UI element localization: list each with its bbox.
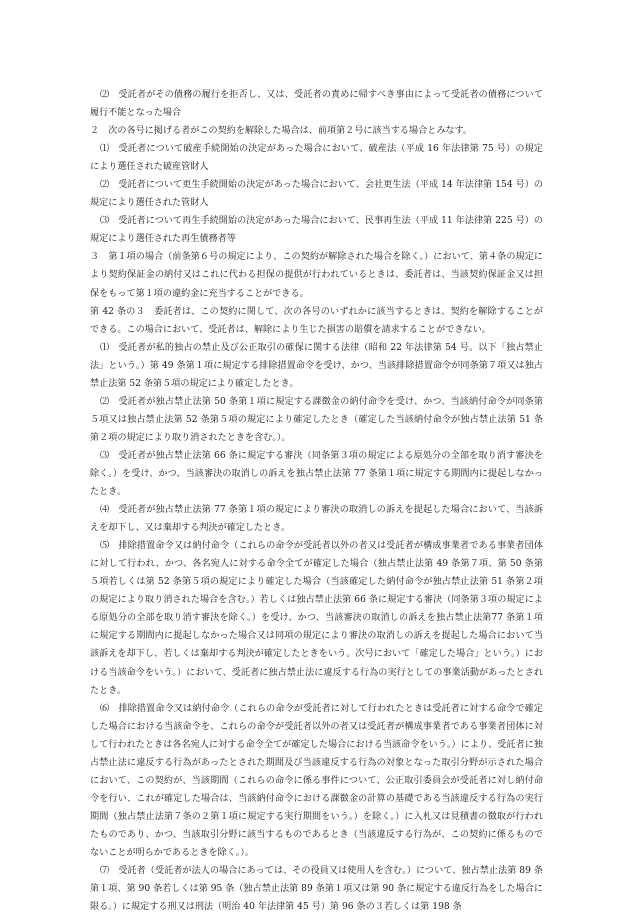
- document-page: [90, 86, 543, 916]
- paragraph-6: ３ 第１項の場合（前条第６号の規定により、この契約が解除された場合を除く。）において、第４条の規定により契約保証金の納付又はこれに代わる担保の提供が行われているときは、委託者は、当該契約保証金又は担保をもって第１項の違約金に充当することができる。: [90, 252, 543, 299]
- paragraph-7: 第 42 条の３ 委託者は、この契約に関して、次の各号のいずれかに該当するときは、契約を解除することができる。この場合において、受託者は、解除により生じた損害の賠償を請求することができない。: [90, 306, 543, 335]
- paragraph-1: ⑵ 受託者がその債務の履行を拒否し、又は、受託者の責めに帰すべき事由によって受託者の債務について履行不能となった場合: [90, 90, 543, 119]
- paragraph-8: ⑴ 受託者が私的独占の禁止及び公正取引の確保に関する法律（昭和 22 年法律第 54 号。以下「独占禁止法」という。）第 49 条第１項に規定する排除措置命令を受け、かつ、当該排除措置命令が同条第７項又は独占禁止法第 52 条第５項の規定により確定したとき。: [90, 342, 543, 389]
- paragraph-11: ⑷ 受託者が独占禁止法第 77 条第１項の規定により審決の取消しの訴えを提起した場合において、当該訴えを却下し、又は棄却する判決が確定したとき。: [90, 505, 543, 534]
- paragraph-3: ⑴ 受託者について破産手続開始の決定があった場合において、破産法（平成 16 年法律第 75 号）の規定により選任された破産管財人: [90, 144, 543, 173]
- paragraph-4: ⑵ 受託者について更生手続開始の決定があった場合において、会社更生法（平成 14 年法律第 154 号）の規定により選任された管財人: [90, 180, 543, 209]
- paragraph-9: ⑵ 受託者が独占禁止法第 50 条第１項に規定する課徴金の納付命令を受け、かつ、当該納付命令が同条第５項又は独占禁止法第 52 条第５項の規定により確定したとき（確定した当該納付命令が独占禁止法第 51 条第２項の規定により取り消されたときを含む。）。: [90, 396, 543, 443]
- paragraph-2: ２ 次の各号に掲げる者がこの契約を解除した場合は、前項第２号に該当する場合とみなす。: [90, 126, 473, 137]
- paragraph-13: ⑹ 排除措置命令又は納付命令（これらの命令が受託者に対して行われたときは受託者に対する命令で確定した場合における当該命令を、これらの命令が受託者以外の者又は受託者が構成事業者である事業者団体に対して行われたときは各名宛人に対する命令全てが確定した場合における当該命令をいう。）により、受託者に独占禁止法に違反する行為があったとされた期間及び当該違反する行為の対象となった取引分野が示された場合において、この契約が、当該期間（これらの命令に係る事件について、公正取引委員会が受託者に対し納付命令を行い、これが確定した場合は、当該納付命令における課徴金の計算の基礎である当該違反する行為の実行期間（独占禁止法第７条の２第１項に規定する実行期間をいう。）を除く。）に入札又は見積書の徴取が行われたものであり、かつ、当該取引分野に該当するものであるとき（当該違反する行為が、この契約に係るものでないことが明らかであるときを除く。）。: [90, 703, 543, 858]
- paragraph-12: ⑸ 排除措置命令又は納付命令（これらの命令が受託者以外の者又は受託者が構成事業者である事業者団体に対して行われ、かつ、各名宛人に対する命令全てが確定した場合（独占禁止法第 49 条第７項、第 50 条第５項若しくは第 52 条第５項の規定により確定した場合（当該確定した納付命令が独占禁止法第 51 条第２項の規定により取り消された場合を含む。）若しくは独占禁止法第 66 条に規定する審決（同条第３項の規定による原処分の全部を取り消す審決を除く。）を受け、かつ、当該審決の取消しの訴えを独占禁止法第77 条第１項に規定する期間内に提起しなかった場合又は同項の規定により審決の取消しの訴えを提起した場合において当該訴えを却下し、若しくは棄却する判決が確定したときをいう。次号において「確定した場合」という。）における当該命令をいう。）において、受託者に独占禁止法に違反する行為の実行としての事業活動があったとされたとき。: [90, 541, 543, 696]
- paragraph-14: ⑺ 受託者（受託者が法人の場合にあっては、その役員又は使用人を含む。）について、独占禁止法第 89 条第１項、第 90 条若しくは第 95 条（独占禁止法第 89 条第１項又は第 90 条に規定する違反行為をした場合に限る。）に規定する刑又は刑法（明治 40 年法律第 45 号）第 96 条の３若しくは第 198 条: [90, 866, 543, 913]
- paragraph-10: ⑶ 受託者が独占禁止法第 66 条に規定する審決（同条第３項の規定による原処分の全部を取り消す審決を除く。）を受け、かつ、当該審決の取消しの訴えを独占禁止法第 77 条第１項に規定する期間内に提起しなかったとき。: [90, 450, 543, 498]
- paragraph-5: ⑶ 受託者について再生手続開始の決定があった場合において、民事再生法（平成 11 年法律第 225 号）の規定により選任された再生債務者等: [90, 216, 543, 245]
